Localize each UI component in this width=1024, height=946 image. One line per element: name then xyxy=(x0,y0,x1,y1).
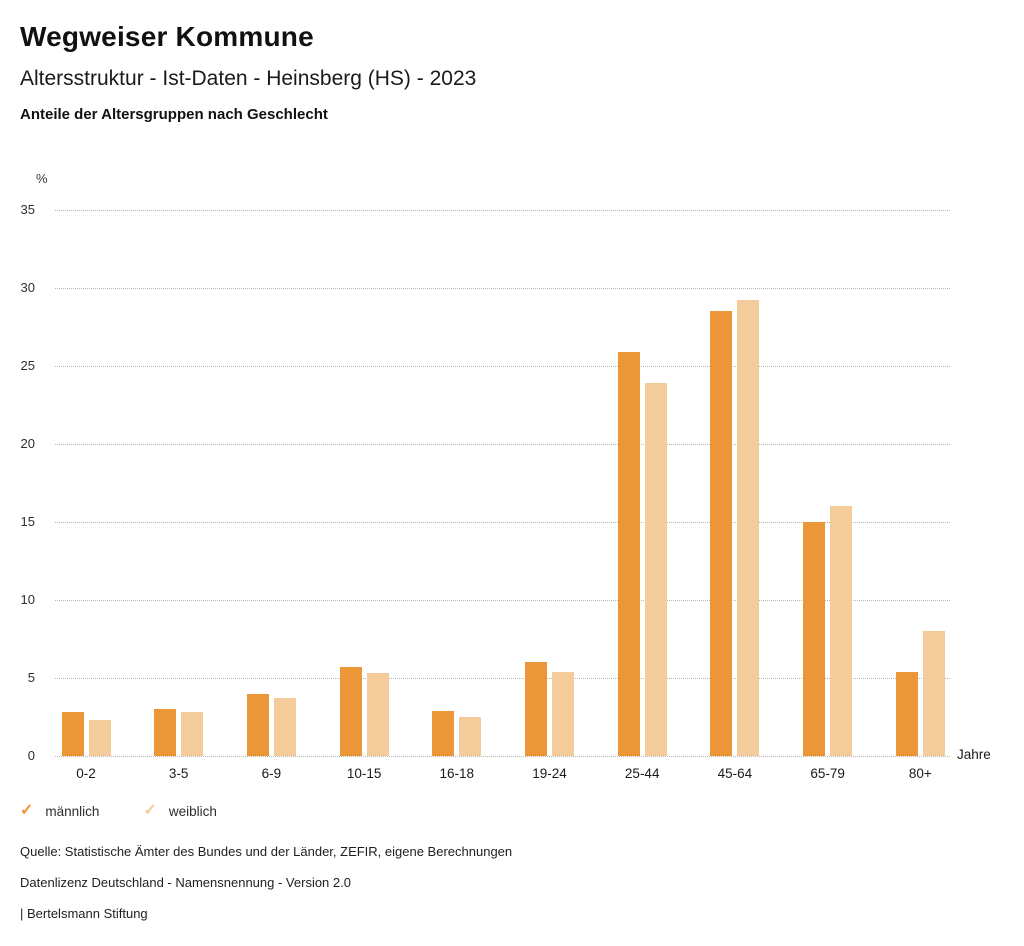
bar-weiblich-3-5[interactable] xyxy=(181,712,203,756)
y-tick-label-30: 30 xyxy=(20,280,35,295)
x-category-label-10-15: 10-15 xyxy=(346,766,382,781)
bar-männlich-3-5[interactable] xyxy=(154,709,176,756)
gridline-0 xyxy=(55,756,950,757)
x-category-label-45-64: 45-64 xyxy=(717,766,753,781)
bar-männlich-45-64[interactable] xyxy=(710,311,732,756)
x-category-label-0-2: 0-2 xyxy=(76,766,96,781)
chart-subtitle: Altersstruktur - Ist-Daten - Heinsberg (HS) - 2023 xyxy=(20,67,477,90)
page-title: Wegweiser Kommune xyxy=(20,21,314,52)
x-category-label-65-79: 65-79 xyxy=(810,766,845,781)
y-tick-label-5: 5 xyxy=(27,670,35,685)
chart-description: Anteile der Altersgruppen nach Geschlecht xyxy=(20,106,328,123)
bar-weiblich-19-24[interactable] xyxy=(552,672,574,756)
bar-männlich-6-9[interactable] xyxy=(247,694,269,756)
bar-weiblich-45-64[interactable] xyxy=(737,300,759,756)
check-icon: ✓ xyxy=(20,802,34,819)
legend-item-weiblich[interactable] xyxy=(143,803,216,819)
footer-license: Datenlizenz Deutschland - Namensnennung - Version 2.0 xyxy=(20,875,351,890)
bar-männlich-16-18[interactable] xyxy=(432,711,454,756)
check-icon: ✓ xyxy=(143,802,157,819)
gridline-25 xyxy=(55,366,950,367)
x-category-label-3-5: 3-5 xyxy=(168,766,189,781)
bar-weiblich-25-44[interactable] xyxy=(645,383,667,756)
x-category-label-25-44: 25-44 xyxy=(624,766,660,781)
y-tick-label-35: 35 xyxy=(20,202,35,217)
bar-männlich-19-24[interactable] xyxy=(525,662,547,756)
y-tick-label-10: 10 xyxy=(20,592,35,607)
legend-item-label: männlich xyxy=(45,803,100,819)
y-tick-label-25: 25 xyxy=(20,358,35,373)
y-tick-label-20: 20 xyxy=(20,436,35,451)
x-category-label-19-24: 19-24 xyxy=(532,766,567,781)
bar-männlich-25-44[interactable] xyxy=(618,352,640,756)
bar-weiblich-0-2[interactable] xyxy=(89,720,111,756)
gridline-20 xyxy=(55,444,950,445)
gridline-30 xyxy=(55,288,950,289)
bar-weiblich-16-18[interactable] xyxy=(459,717,481,756)
bar-männlich-10-15[interactable] xyxy=(340,667,362,756)
legend-item-label: weiblich xyxy=(168,803,217,819)
bar-weiblich-6-9[interactable] xyxy=(274,698,296,756)
footer-attribution: | Bertelsmann Stiftung xyxy=(20,906,148,921)
y-axis-unit-label: % xyxy=(36,171,48,186)
bar-männlich-0-2[interactable] xyxy=(62,712,84,756)
x-category-label-80+: 80+ xyxy=(908,766,932,781)
x-axis-unit-label: Jahre xyxy=(957,747,991,762)
footer-source: Quelle: Statistische Ämter des Bundes und der Länder, ZEFIR, eigene Berechnungen xyxy=(20,844,513,859)
bar-männlich-65-79[interactable] xyxy=(803,522,825,756)
plot-area xyxy=(55,210,950,756)
x-category-label-6-9: 6-9 xyxy=(261,766,282,781)
y-tick-label-15: 15 xyxy=(20,514,35,529)
y-tick-label-0: 0 xyxy=(27,748,35,763)
bar-weiblich-80+[interactable] xyxy=(923,631,945,756)
legend-item-männlich[interactable] xyxy=(20,803,99,819)
bar-weiblich-65-79[interactable] xyxy=(830,506,852,756)
bar-weiblich-10-15[interactable] xyxy=(367,673,389,756)
legend xyxy=(20,803,217,819)
bar-männlich-80+[interactable] xyxy=(896,672,918,756)
gridline-35 xyxy=(55,210,950,211)
x-category-label-16-18: 16-18 xyxy=(439,766,475,781)
